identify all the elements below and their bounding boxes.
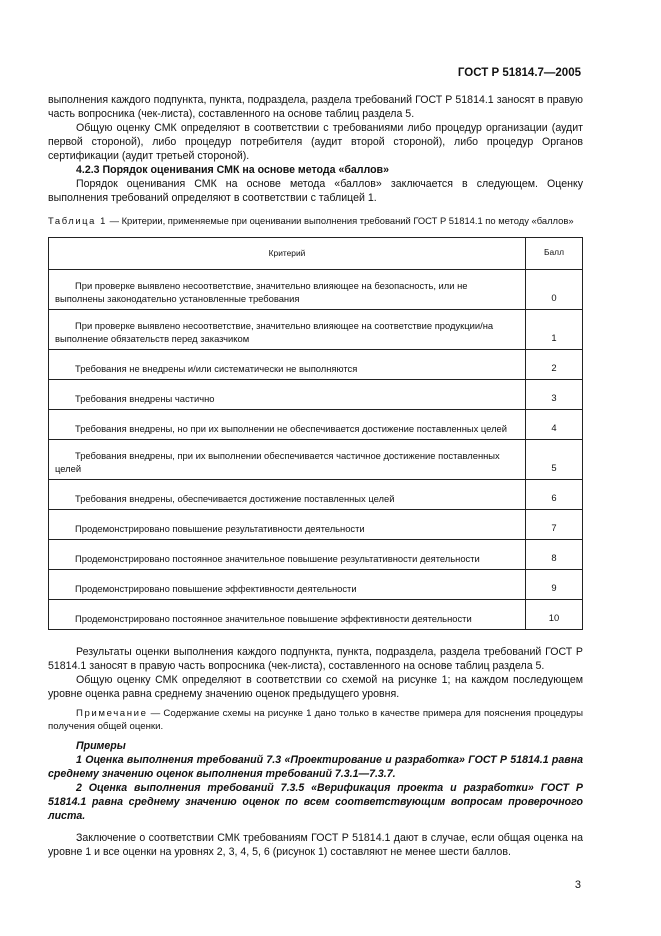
score-cell: 2 [526, 350, 583, 380]
table-row [49, 570, 583, 600]
criterion-cell [49, 440, 526, 480]
table-row [49, 510, 583, 540]
criterion-cell [49, 480, 526, 510]
intro-paragraph-2: Общую оценку СМК определяют в соответствии с требованиями либо процедур организации (аудит первой стороной), либо процедур потребителя (аудит второй стороной), либо процедур Органов сертификации (аудит третьей стороной). [48, 122, 583, 162]
section-paragraph: Порядок оценивания СМК на основе метода «баллов» заключается в следующем. Оценку выполнения требований определяют в соответствии с таблицей 1. [48, 178, 583, 204]
criterion-text: Продемонстрировано повышение эффективности деятельности [75, 583, 357, 594]
section-heading: 4.2.3 Порядок оценивания СМК на основе метода «баллов» [76, 164, 389, 176]
criterion-cell [49, 310, 526, 350]
table-caption [48, 215, 583, 227]
criterion-cell [49, 510, 526, 540]
score-cell: 6 [526, 480, 583, 510]
score-cell: 8 [526, 540, 583, 570]
table-row [49, 440, 583, 480]
header-criterion: Критерий [49, 238, 526, 270]
criterion-text: Продемонстрировано постоянное значительное повышение эффективности деятельности [75, 613, 472, 624]
score-cell: 9 [526, 570, 583, 600]
table-caption-text: — Критерии, применяемые при оценивании выполнения требований ГОСТ Р 51814.1 по методу «баллов» [106, 215, 574, 226]
criterion-text: Требования внедрены частично [75, 393, 215, 404]
criterion-text: Требования не внедрены и/или систематически не выполняются [75, 363, 358, 374]
table-row [49, 540, 583, 570]
criterion-cell [49, 410, 526, 440]
criterion-text: Продемонстрировано постоянное значительное повышение результативности деятельности [75, 553, 480, 564]
criterion-cell [49, 540, 526, 570]
note [48, 707, 583, 733]
header-score: Балл [526, 238, 583, 270]
criterion-cell [49, 380, 526, 410]
document-id: ГОСТ Р 51814.7—2005 [457, 67, 581, 79]
score-cell: 7 [526, 510, 583, 540]
criterion-cell [49, 270, 526, 310]
table-row [49, 410, 583, 440]
example-2: 2 Оценка выполнения требований 7.3.5 «Верификация проекта и разработки» ГОСТ Р 51814.1 равна среднему значению оценок по всем соответствующим вопросам проверочного листа. [48, 782, 583, 822]
score-cell: 3 [526, 380, 583, 410]
criterion-text: Требования внедрены, при их выполнении обеспечивается частичное достижение поставленных целей [55, 450, 500, 474]
conclusion-paragraph: Заключение о соответствии СМК требованиям ГОСТ Р 51814.1 дают в случае, если общая оценка на уровне 1 и все оценки на уровнях 2, 3, 4, 5, 6 (рисунок 1) составляют не менее шести баллов. [48, 832, 583, 858]
criterion-text: Требования внедрены, но при их выполнении не обеспечивается достижение поставленных целей [75, 423, 508, 434]
score-cell: 4 [526, 410, 583, 440]
intro-paragraph-1: выполнения каждого подпункта, пункта, подраздела, раздела требований ГОСТ Р 51814.1 заносят в правую часть вопросника (чек-листа), составленного на основе таблиц раздела 5. [48, 94, 583, 120]
results-paragraph: Результаты оценки выполнения каждого подпункта, пункта, подраздела, раздела требований ГОСТ Р 51814.1 заносят в правую часть вопросника (чек-листа), составленного на основе таблиц раздела 5. [48, 646, 583, 672]
criterion-cell [49, 350, 526, 380]
score-cell: 10 [526, 600, 583, 630]
table-row [49, 310, 583, 350]
table-row [49, 380, 583, 410]
table-row [49, 270, 583, 310]
table-caption-label: Таблица 1 [48, 215, 107, 226]
score-cell: 5 [526, 440, 583, 480]
table-row [49, 600, 583, 630]
criterion-text: Продемонстрировано повышение результативности деятельности [75, 523, 365, 534]
table-row [49, 480, 583, 510]
example-1: 1 Оценка выполнения требований 7.3 «Проектирование и разработка» ГОСТ Р 51814.1 равна среднему значению оценок выполнения требований 7.3.1—7.3.7. [48, 754, 583, 780]
table-row [49, 350, 583, 380]
note-text: — Содержание схемы на рисунке 1 дано только в качестве примера для пояснения процедуры получения общей оценки. [48, 708, 583, 732]
criteria-table [48, 237, 583, 630]
note-label: Примечание [76, 708, 148, 719]
score-cell: 0 [526, 270, 583, 310]
document-body [48, 93, 583, 859]
criterion-text: Требования внедрены, обеспечивается достижение поставленных целей [75, 493, 395, 504]
page-number: 3 [574, 879, 581, 891]
table-header-row [49, 238, 583, 270]
criterion-text: При проверке выявлено несоответствие, значительно влияющее на соответствие продукции/на выполнение обязательств перед заказчиком [55, 320, 494, 344]
criterion-cell [49, 570, 526, 600]
criterion-text: При проверке выявлено несоответствие, значительно влияющее на безопасность, или не выполнены законодательно установленные требования [55, 280, 468, 304]
criterion-cell [49, 600, 526, 630]
overall-paragraph: Общую оценку СМК определяют в соответствии со схемой на рисунке 1; на каждом последующем уровне оценка равна среднему значению оценок предыдущего уровня. [48, 674, 583, 700]
score-cell: 1 [526, 310, 583, 350]
examples-title: Примеры [76, 740, 126, 752]
